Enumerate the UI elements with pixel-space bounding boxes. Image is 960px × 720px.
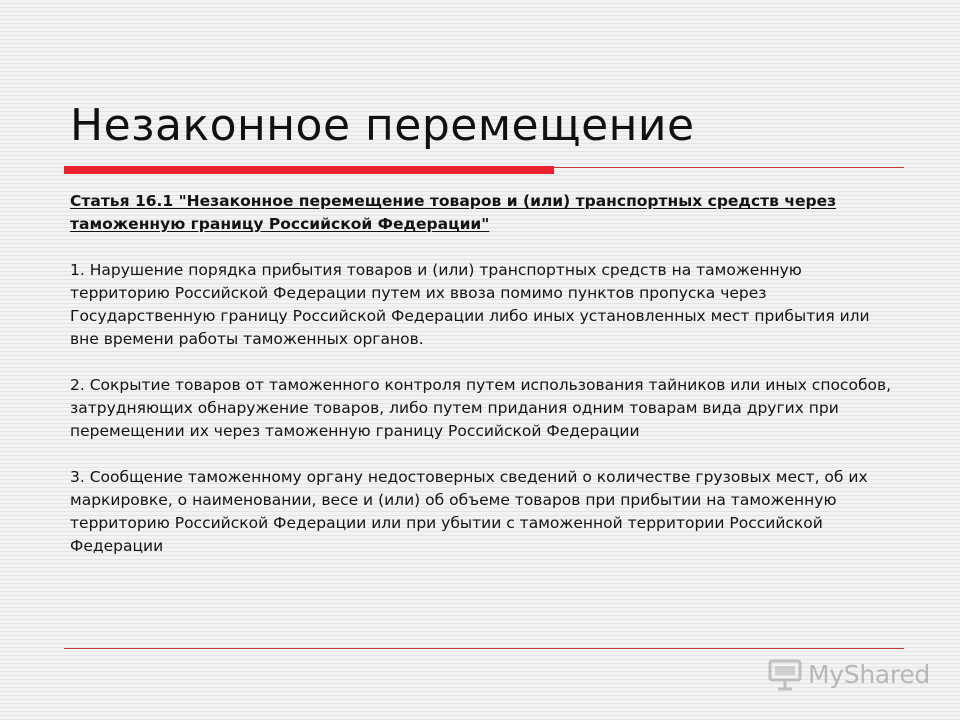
paragraph-3: 3. Сообщение таможенному органу недостоверных сведений о количестве грузовых мест, об их маркировке, о наименовании, весе и (или) об объеме товаров при прибытии на таможенную территорию Российской Федерации или при убытии с таможенной территории Российской Федерации	[70, 468, 868, 555]
footer-divider	[64, 648, 904, 649]
title-divider-line	[554, 167, 904, 168]
paragraph-2: 2. Сокрытие товаров от таможенного контроля путем использования тайников или иных способов, затрудняющих обнаружение товаров, либо путем придания одним товарам вида других при перемещении их через таможенную границу Российской Федерации	[70, 376, 892, 440]
title-divider	[64, 166, 904, 174]
watermark-logo	[768, 655, 930, 695]
paragraph-1: 1. Нарушение порядка прибытия товаров и (или) транспортных средств на таможенную территорию Российской Федерации путем их ввоза помимо пунктов пропуска через Государственную границу Российской Федерации либо иных установленных мест прибытия или вне времени работы таможенных органов.	[70, 261, 870, 348]
presentation-board-icon	[768, 659, 802, 691]
slide-title: Незаконное перемещение	[70, 100, 695, 151]
article-heading: Статья 16.1 "Незаконное перемещение товаров и (или) транспортных средств через таможенную границу Российской Федерации"	[70, 192, 837, 233]
watermark-text: MyShared	[808, 660, 930, 689]
title-divider-accent	[64, 166, 554, 174]
slide-body	[70, 190, 900, 558]
